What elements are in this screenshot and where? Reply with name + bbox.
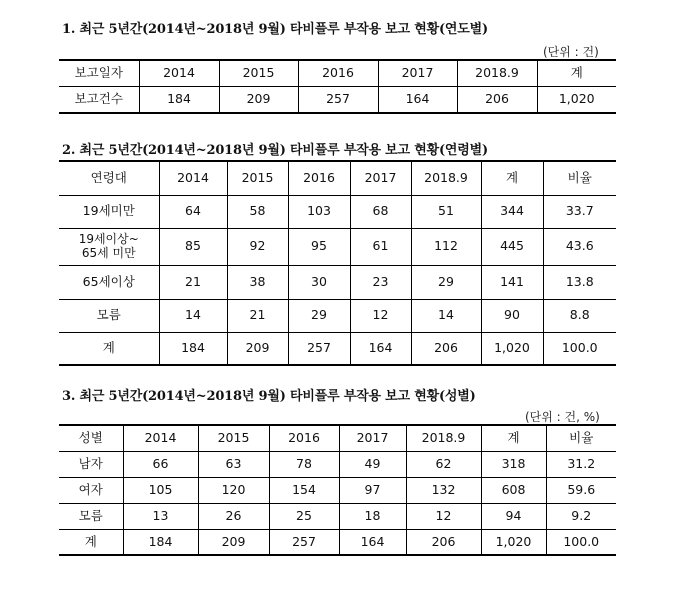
- table-row: [59, 195, 616, 228]
- header-cell: 계: [481, 425, 546, 451]
- header-cell: 2016: [288, 161, 350, 195]
- table-cell: 154: [269, 477, 339, 503]
- table-row: [59, 265, 616, 299]
- header-cell: 2015: [219, 60, 298, 86]
- table-cell: 95: [288, 228, 350, 265]
- table-cell: 21: [159, 265, 227, 299]
- table-cell: 30: [288, 265, 350, 299]
- table-cell: 132: [406, 477, 481, 503]
- header-cell: 2014: [159, 161, 227, 195]
- header-cell: 2017: [350, 161, 411, 195]
- table-cell: 51: [411, 195, 481, 228]
- section3-title: 3. 최근 5년간(2014년~2018년 9월) 타비플루 부작용 보고 현황(성별): [62, 389, 476, 404]
- table-cell: 344: [481, 195, 543, 228]
- header-cell: 2014: [123, 425, 198, 451]
- table-header-row: [59, 161, 616, 195]
- table-cell: 49: [339, 451, 406, 477]
- table-cell: 78: [269, 451, 339, 477]
- table-cell: 64: [159, 195, 227, 228]
- table-cell: 14: [159, 299, 227, 332]
- table-cell: 141: [481, 265, 543, 299]
- table-cell: 61: [350, 228, 411, 265]
- row-label-cell: 여자: [59, 477, 123, 503]
- row-label-cell: 남자: [59, 451, 123, 477]
- table-cell: 33.7: [543, 195, 616, 228]
- header-cell: 2017: [339, 425, 406, 451]
- table-cell: 164: [350, 332, 411, 365]
- table-row: [59, 451, 616, 477]
- table-cell: 120: [198, 477, 269, 503]
- header-cell: 2017: [378, 60, 457, 86]
- table-cell: 100.0: [543, 332, 616, 365]
- table-cell: 164: [378, 86, 457, 113]
- table-cell: 1,020: [537, 86, 616, 113]
- table-cell: 184: [123, 529, 198, 555]
- table-row: [59, 299, 616, 332]
- table-cell: 38: [227, 265, 288, 299]
- table-row: [59, 228, 616, 265]
- table-cell: 206: [406, 529, 481, 555]
- table-cell: 18: [339, 503, 406, 529]
- header-cell: 2018.9: [457, 60, 537, 86]
- table-cell: 59.6: [546, 477, 616, 503]
- table-cell: 206: [411, 332, 481, 365]
- table-cell: 12: [406, 503, 481, 529]
- table-cell: 1,020: [481, 332, 543, 365]
- table-cell: 608: [481, 477, 546, 503]
- table-header-row: [59, 60, 616, 86]
- table-cell: 103: [288, 195, 350, 228]
- table-cell: 9.2: [546, 503, 616, 529]
- table-cell: 97: [339, 477, 406, 503]
- header-cell: 2018.9: [411, 161, 481, 195]
- row-label-cell: 계: [59, 332, 159, 365]
- section1-unit-label: (단위 : 건): [543, 45, 599, 59]
- table-row: [59, 503, 616, 529]
- table-cell: 112: [411, 228, 481, 265]
- table-cell: 209: [198, 529, 269, 555]
- table-cell: 23: [350, 265, 411, 299]
- table-cell: 164: [339, 529, 406, 555]
- row-label-cell: 65세이상: [59, 265, 159, 299]
- row-label-cell: 19세미만: [59, 195, 159, 228]
- section1-table: [59, 59, 616, 114]
- row-label-cell: 계: [59, 529, 123, 555]
- section3-unit-label: (단위 : 건, %): [525, 410, 600, 424]
- table-cell: 63: [198, 451, 269, 477]
- table-cell: 8.8: [543, 299, 616, 332]
- row-label-line: 19세이상~: [78, 231, 139, 246]
- row-label-cell: [59, 228, 159, 265]
- table-cell: 445: [481, 228, 543, 265]
- table-cell: 62: [406, 451, 481, 477]
- header-cell: 계: [481, 161, 543, 195]
- table-cell: 184: [139, 86, 219, 113]
- table-cell: 29: [288, 299, 350, 332]
- table-cell: 66: [123, 451, 198, 477]
- table-header-row: [59, 425, 616, 451]
- table-cell: 92: [227, 228, 288, 265]
- table-cell: 90: [481, 299, 543, 332]
- table-cell: 206: [457, 86, 537, 113]
- header-cell: 2015: [227, 161, 288, 195]
- section1-title: 1. 최근 5년간(2014년~2018년 9월) 타비플루 부작용 보고 현황(연도별): [62, 22, 488, 37]
- header-cell: 비율: [546, 425, 616, 451]
- row-label-cell: 모름: [59, 503, 123, 529]
- table-cell: 29: [411, 265, 481, 299]
- row-label-cell: 모름: [59, 299, 159, 332]
- table-cell: 209: [227, 332, 288, 365]
- table-cell: 257: [288, 332, 350, 365]
- table-cell: 43.6: [543, 228, 616, 265]
- table-cell: 21: [227, 299, 288, 332]
- table-cell: 14: [411, 299, 481, 332]
- table-row: [59, 477, 616, 503]
- table-cell: 257: [298, 86, 378, 113]
- header-cell: 2018.9: [406, 425, 481, 451]
- table-cell: 13.8: [543, 265, 616, 299]
- header-cell: 성별: [59, 425, 123, 451]
- header-cell: 2016: [269, 425, 339, 451]
- row-label-line: 65세 미만: [81, 245, 136, 260]
- header-cell: 2015: [198, 425, 269, 451]
- section2-table: [59, 160, 616, 366]
- table-cell: 184: [159, 332, 227, 365]
- table-cell: 58: [227, 195, 288, 228]
- header-cell: 2016: [298, 60, 378, 86]
- table-cell: 105: [123, 477, 198, 503]
- header-cell: 비율: [543, 161, 616, 195]
- table-total-row: [59, 332, 616, 365]
- table-cell: 100.0: [546, 529, 616, 555]
- section2-title: 2. 최근 5년간(2014년~2018년 9월) 타비플루 부작용 보고 현황(연령별): [62, 143, 488, 158]
- header-cell: 2014: [139, 60, 219, 86]
- table-row: [59, 86, 616, 113]
- table-cell: 25: [269, 503, 339, 529]
- table-cell: 209: [219, 86, 298, 113]
- table-total-row: [59, 529, 616, 555]
- header-cell: 보고일자: [59, 60, 139, 86]
- table-cell: 13: [123, 503, 198, 529]
- table-cell: 31.2: [546, 451, 616, 477]
- table-cell: 318: [481, 451, 546, 477]
- header-cell: 연령대: [59, 161, 159, 195]
- header-cell: 계: [537, 60, 616, 86]
- table-cell: 12: [350, 299, 411, 332]
- table-cell: 257: [269, 529, 339, 555]
- table-cell: 1,020: [481, 529, 546, 555]
- table-cell: 94: [481, 503, 546, 529]
- table-cell: 85: [159, 228, 227, 265]
- section3-table: [59, 424, 616, 556]
- table-cell: 68: [350, 195, 411, 228]
- table-cell: 26: [198, 503, 269, 529]
- row-label-cell: 보고건수: [59, 86, 139, 113]
